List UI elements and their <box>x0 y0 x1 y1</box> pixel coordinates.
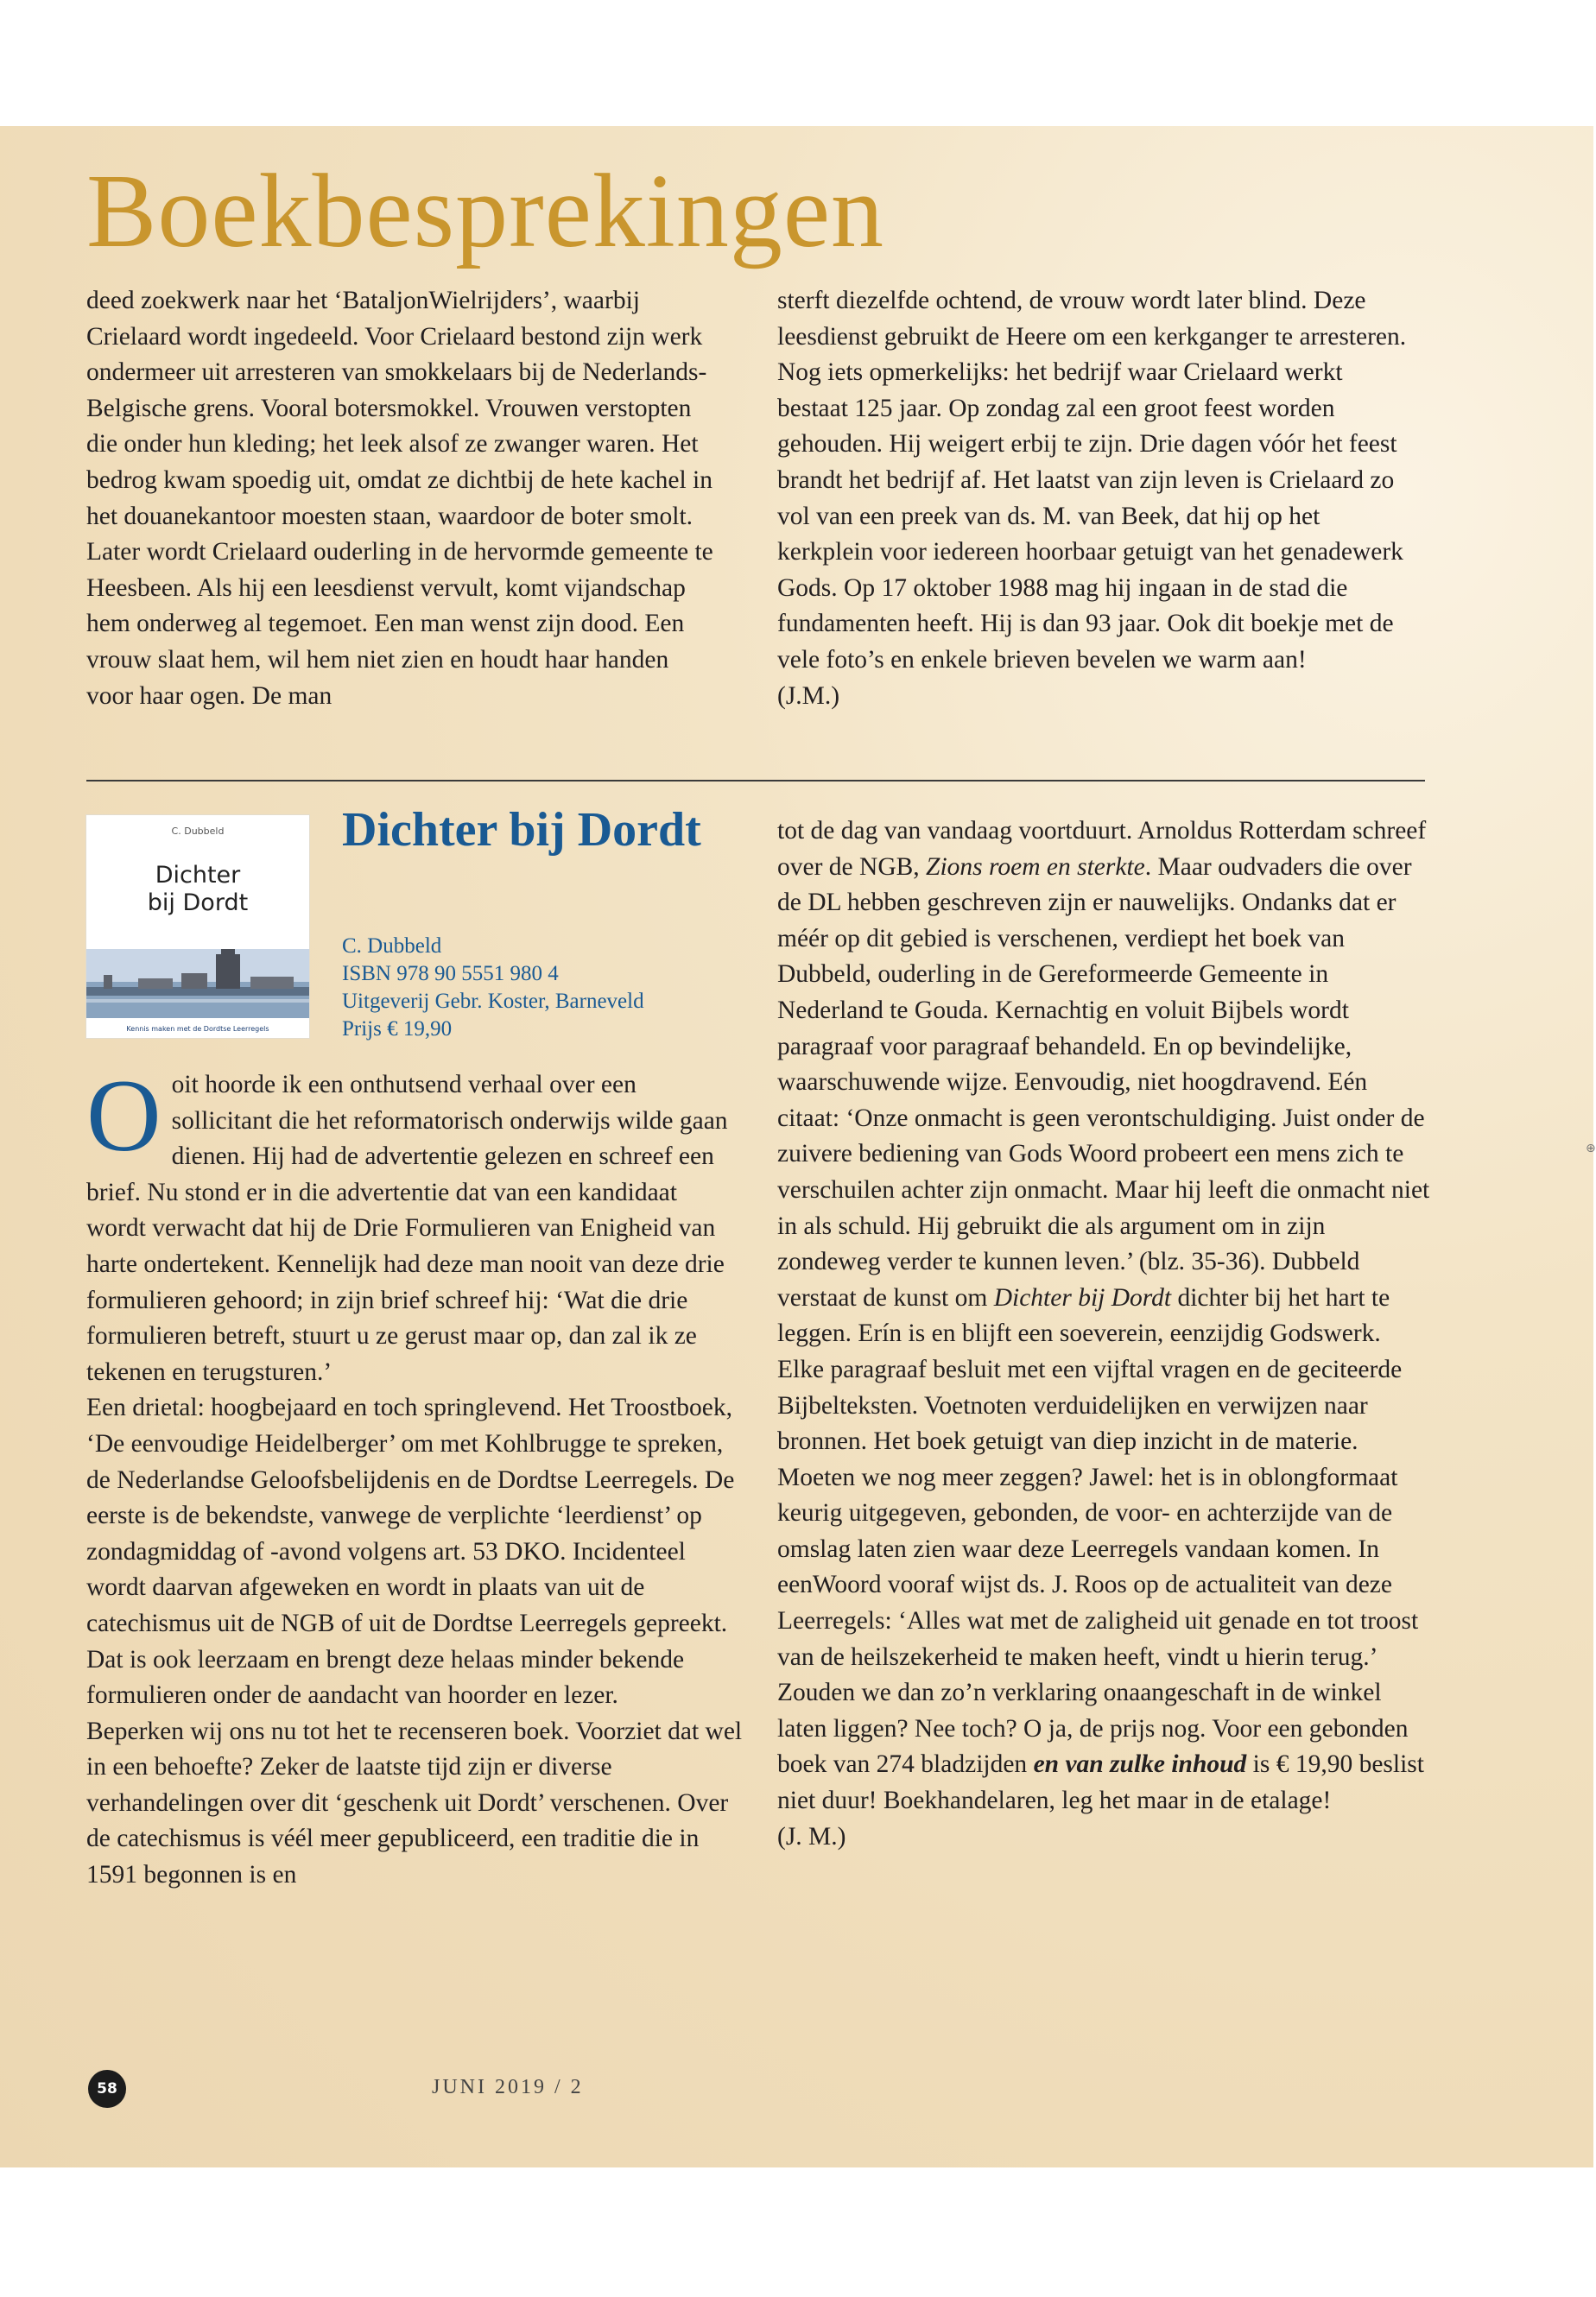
section-divider <box>86 780 1425 781</box>
dordrecht-skyline-icon <box>86 949 309 1018</box>
top-article-right-column <box>777 283 1408 714</box>
book-title: Dichter bij Dordt <box>342 803 701 857</box>
cover-title-line: Dichter <box>155 862 241 889</box>
cover-title <box>86 862 309 917</box>
text-run: . Maar oudvaders die over de DL hebben geschreven zijn er nauwelijks. Ondanks dat er méér op dit gebied is verschenen, verdiept het boek van Dubbeld, ouderling in de Gereformeerde Gemeente in Nederland te Gouda. Kernachtig en voluit Bijbels wordt paragraaf voor paragraaf behandeld. En op bevindelijke, waarschuwende wijze. Eenvoudig, niet hoogdravend. Eén citaat: ‘Onze onmacht is geen verontschuldiging. Juist onder de zuivere bediening van Gods Woord probeert een mens zich te verschuilen achter zijn onmacht. Maar hij leeft die onmacht niet in als schuld. Hij gebruikt die als argument om in zijn zondeweg verder te kunnen leven.’ (blz. 35-36). Dubbeld verstaat de kunst om <box>777 852 1430 1312</box>
review-right-column <box>777 813 1434 1855</box>
paragraph <box>777 813 1434 1460</box>
book-cover-image <box>86 815 309 1038</box>
book-isbn: ISBN 978 90 5551 980 4 <box>342 962 559 985</box>
bold-emphasis: en van zulke inhoud <box>1033 1750 1247 1779</box>
text-run: tot de dag van vandaag voortduurt. Arnoldus Rotterdam schreef over de NGB, <box>777 817 1427 881</box>
text-run: dichter bij het hart te leggen. Erín is en blijft een soeverein, eenzijdig Godswerk. Elke paragraaf besluit met een vijftal vragen en de geciteerde Bijbelteksten. Voetnoten verduidelijken en verwijzen naar bronnen. Het boek getuigt van diep inzicht in de materie. <box>777 1283 1403 1456</box>
paragraph <box>777 1460 1434 1819</box>
paragraph <box>86 1058 743 1390</box>
top-article-left-column <box>86 283 717 714</box>
page-number: 58 <box>88 2070 126 2108</box>
cover-subtitle: Kennis maken met de Dordtse Leerregels <box>126 1025 269 1033</box>
registration-mark-icon: ⊕ <box>1586 1142 1596 1155</box>
text-run: Moeten we nog meer zeggen? Jawel: het is in oblongformaat keurig uitgegeven, gebonden, de voor- en achterzijde van de omslag laten zien waar deze Leerregels vandaan komen. In eenWoord vooraf wijst ds. J. Roos op de actualiteit van deze Leerregels: ‘Alles wat met de zaligheid uit genade en tot troost van de heilszekerheid te maken heeft, vindt u hierin terug.’ Zouden we dan zo’n verklaring onaangeschaft in de winkel laten liggen? Nee toch? O ja, de prijs nog. Voor een gebonden boek van 274 bladzijden <box>777 1463 1419 1779</box>
issue-label: JUNI 2019 / 2 <box>432 2076 584 2098</box>
book-price: Prijs € 19,90 <box>342 1017 453 1041</box>
paragraph: Een drietal: hoogbejaard en toch springlevend. Het Troostboek, ‘De eenvoudige Heidelberger’ om met Kohlbrugge te spreken, de Nederlandse Geloofsbelijdenis en de Dordtse Leerregels. De eerste is de bekendste, vanwege de verplichte ‘leerdienst’ op zondagmiddag of -avond volgens art. 53 DKO. Incidenteel wordt daarvan afgeweken en wordt in plaats van uit de catechismus uit de NGB of uit de Dordtse Leerregels gepreekt. Dat is ook leerzaam en brengt deze helaas minder bekende formulieren onder de aandacht van hoorder en lezer. <box>86 1394 735 1710</box>
cover-author: C. Dubbeld <box>171 826 225 837</box>
paragraph: Beperken wij ons nu tot het te recenseren boek. Voorziet dat wel in een behoefte? Zeker de laatste tijd zijn er diverse verhandelingen over dit ‘geschenk uit Dordt’ verschenen. Over de catechismus is véél meer gepubliceerd, een traditie die in 1591 begonnen is en <box>86 1717 743 1889</box>
paragraph-text: oit hoorde ik een onthutsend verhaal over een sollicitant die het reformatorisch onderwijs wilde gaan dienen. Hij had de advertentie gelezen en schreef een brief. Nu stond er in die advertentie dat van een kandidaat wordt verwacht dat hij de Drie Formulieren van Enigheid van harte ondertekent. Kennelijk had deze man nooit van deze drie formulieren gehoord; in zijn brief schreef hij: ‘Wat die drie formulieren betreft, stuurt u ze gerust maar op, dan zal ik ze tekenen en terugsturen.’ <box>86 1071 728 1386</box>
section-title: Boekbesprekingen <box>86 153 884 269</box>
book-author: C. Dubbeld <box>342 934 442 958</box>
book-publisher: Uitgeverij Gebr. Koster, Barneveld <box>342 990 644 1013</box>
review-left-column <box>86 1058 743 1894</box>
paragraph: deed zoekwerk naar het ‘BataljonWielrijders’, waarbij Crielaard wordt ingedeeld. Voor Crielaard bestond zijn werk ondermeer uit arresteren van smokkelaars bij de Nederlands-Belgische grens. Vooral botersmokkel. Vrouwen verstopten die onder hun kleding; het leek alsof ze zwanger waren. Het bedrog kwam spoedig uit, omdat ze dichtbij de hete kachel in het douanekantoor moesten staan, waardoor de boter smolt. <box>86 287 712 530</box>
drop-cap: O <box>86 1058 162 1173</box>
paragraph: sterft diezelfde ochtend, de vrouw wordt later blind. Deze leesdienst gebruikt de Heere om een kerkganger te arresteren. Nog iets opmerkelijks: het bedrijf waar Crielaard werkt bestaat 125 jaar. Op zondag zal een groot feest worden gehouden. Hij weigert erbij te zijn. Drie dagen vóór het feest brandt het bedrijf af. Het laatst van zijn leven is Crielaard zo vol van een preek van ds. M. van Beek, dat hij op het kerkplein voor iedereen hoorbaar getuigt van het genadewerk Gods. Op 17 oktober 1988 mag hij ingaan in de stad die fundamenten heeft. Hij is dan 93 jaar. Ook dit boekje met de vele foto’s en enkele brieven bevelen we warm aan! <box>777 287 1407 674</box>
cover-title-line: bij Dordt <box>147 889 249 916</box>
text-run: is € 19,90 beslist niet duur! Boekhandelaren, leg het maar in de etalage! <box>777 1750 1424 1815</box>
italic-title: Dichter bij Dordt <box>993 1283 1172 1312</box>
book-meta <box>342 933 705 1043</box>
italic-title: Zions roem en sterkte <box>926 852 1145 881</box>
paragraph: Later wordt Crielaard ouderling in de hervormde gemeente te Heesbeen. Als hij een leesdienst vervult, komt vijandschap hem onderweg al tegemoet. Een man wenst zijn dood. Een vrouw slaat hem, wil hem niet zien en houdt haar handen voor haar ogen. De man <box>86 538 713 710</box>
signature: (J. M.) <box>777 1822 846 1851</box>
signature: (J.M.) <box>777 681 840 710</box>
